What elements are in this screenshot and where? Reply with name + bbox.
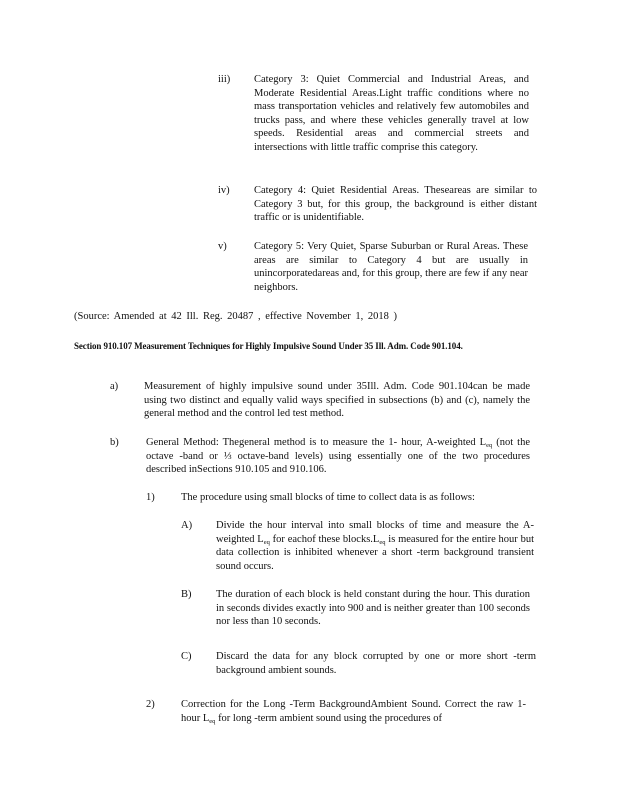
category-3-label: iii) (218, 74, 231, 85)
item-b-text: General Method: Thegeneral method is to measure the 1- hour, A-weighted $L_{eq}$ (not the octave -band or ⅓ octave-band levels) using essentially one of the two procedures described inSections 910.105 and 910.106. (146, 437, 530, 476)
item-b1-label: 1) (146, 492, 155, 503)
item-A-text: Divide the hour interval into small blocks of time and measure the A-weighted $L_{eq}$ for eachof these $blocks.L_{eq}$ is measured for the entire hour but data collection is inhibited whenever a short -term background transient sound occurs. (216, 520, 535, 572)
item-b2-label: 2) (146, 699, 155, 710)
item-a-label: a) (110, 381, 119, 392)
section-heading: Section 910.107 Measurement Techniques for Highly Impulsive Sound Under 35 Ill. Adm. Code 901.104. (74, 341, 463, 351)
item-C-text: Discard the data for any block corrupted by one or more short -term background ambient sounds. (216, 651, 536, 676)
item-b1-text: The procedure using small blocks of time to collect data is as follows: (181, 492, 475, 503)
item-b-label: b) (110, 437, 119, 448)
item-A-label: A) (181, 520, 193, 531)
category-3-text: Category 3: Quiet Commercial and Industrial Areas, and Moderate Residential Areas.Light traffic conditions where no mass transportation vehicles and relatively few automobiles and trucks pass, and where these vehicles generally travel at low speeds. Residential areas and commercial streets and intersections with little traffic comprise this category. (254, 74, 529, 153)
item-B-text: The duration of each block is held constant during the hour. This duration in seconds divides exactly into 900 and is neither greater than 100 seconds nor less than 10 seconds. (216, 589, 530, 628)
category-5-label: v) (218, 241, 227, 252)
item-B-label: B) (181, 589, 192, 600)
item-C-label: C) (181, 651, 192, 662)
category-4-label: iv) (218, 185, 230, 196)
source-note: (Source: Amended at 42 Ill. Reg. 20487 , effective November 1, 2018 ) (74, 311, 397, 322)
category-5-text: Category 5: Very Quiet, Sparse Suburban or Rural Areas. These areas are similar to Category 4 but are usually in unincorporatedareas and, for this group, there are few if any near neighbors. (254, 241, 528, 293)
item-a-text: Measurement of highly impulsive sound under 35Ill. Adm. Code 901.104can be made using two distinct and equally valid ways specified in subsections (b) and (c), namely the general method and the control led test method. (144, 381, 530, 420)
item-b2-text: Correction for the Long -Term BackgroundAmbient Sound. Correct the raw 1-hour $L_{eq}$ for long -term ambient sound using the procedures of (181, 699, 526, 725)
category-4-text: Category 4: Quiet Residential Areas. Theseareas are similar to Category 3 but, for this group, the background is either distant traffic or is unidentifiable. (254, 185, 537, 224)
